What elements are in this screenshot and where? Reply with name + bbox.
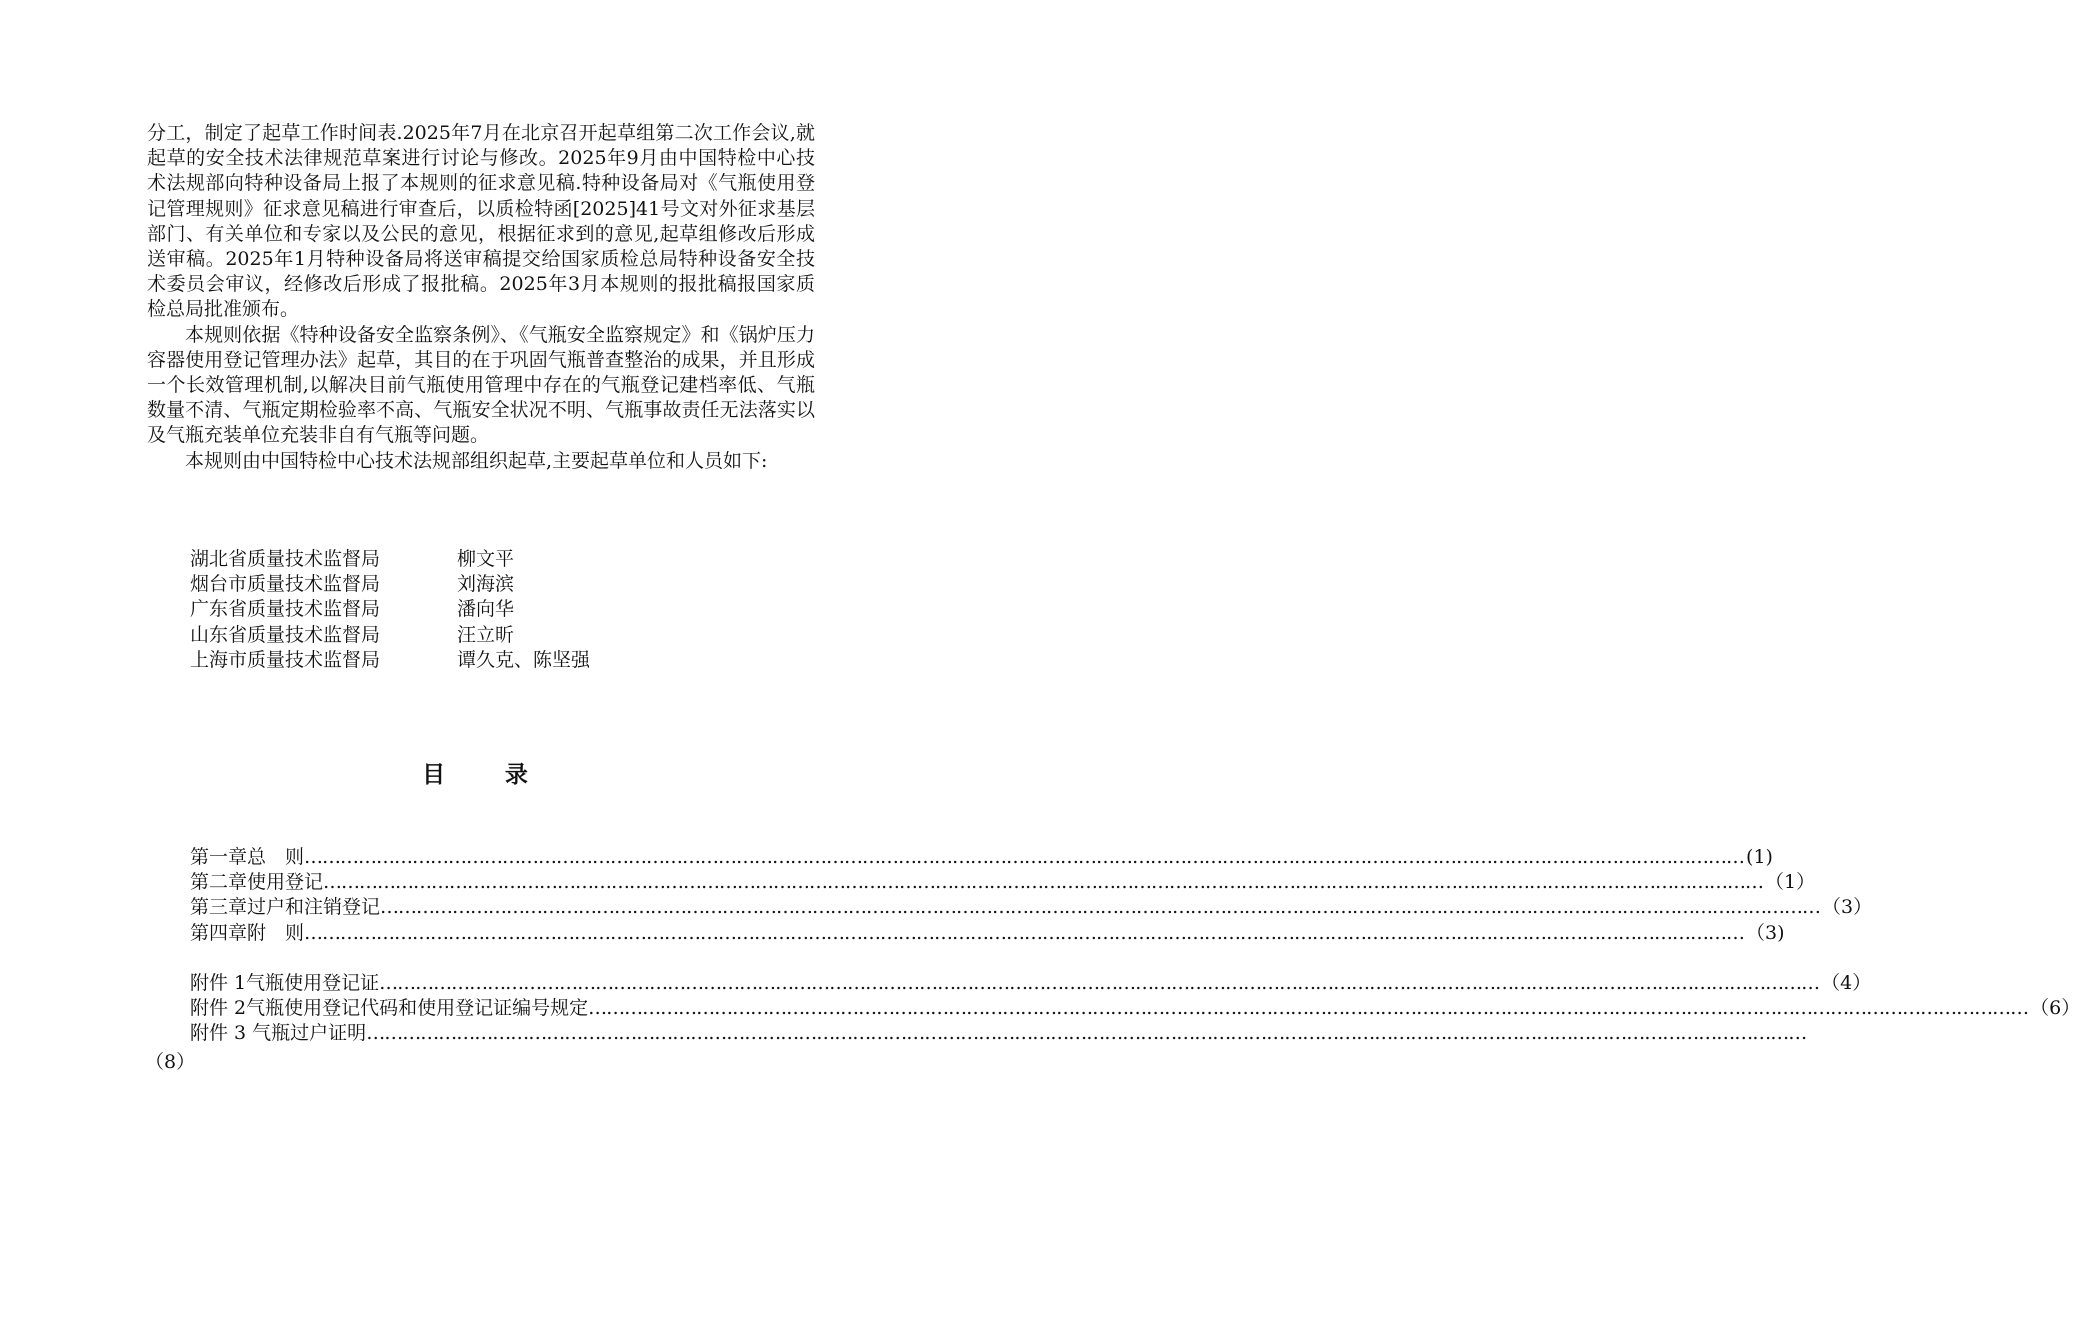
- toc-page-number: （6）: [2030, 996, 2080, 1019]
- drafter-row: [190, 597, 590, 622]
- toc-page-number: （8）: [145, 1051, 196, 1073]
- drafter-row: [190, 623, 590, 648]
- toc-leader-dots: ……………………………………………………………………………………………………………………………………………………………………………………………………………………: [304, 846, 1745, 868]
- drafter-names: 柳文平: [457, 548, 515, 570]
- toc-entry[interactable]: [190, 845, 1773, 870]
- toc-chapter-name: 附 则: [247, 921, 305, 944]
- drafters-list: [190, 547, 590, 673]
- intro-paragraph-3: 本规则由中国特检中心技术法规部组织起草,主要起草单位和人员如下:: [185, 449, 768, 472]
- toc-appendix-label: 附件 3: [190, 1022, 247, 1045]
- toc-entry[interactable]: [190, 870, 1816, 895]
- toc-appendix-label: 附件 2: [190, 996, 247, 1019]
- intro-paragraph-2: 本规则依据《特种设备安全监察条例》、《气瓶安全监察规定》和《锅炉压力容器使用登记管理办法》起草，其目的在于巩固气瓶普查整治的成果，并且形成一个长效管理机制,以解决目前气瓶使用管理中存在的气瓶登记建档率低、气瓶数量不清、气瓶定期检验率不高、气瓶安全状况不明、气瓶事故责任无法落实以及气瓶充装单位充装非自有气瓶等问题。: [147, 323, 815, 447]
- toc-page-number: （4）: [1821, 971, 1872, 994]
- drafter-names: 潘向华: [457, 598, 515, 621]
- drafter-row: [190, 648, 590, 673]
- drafter-names: 谭久克、陈坚强: [457, 648, 591, 671]
- toc-appendix-name: 气瓶过户证明: [246, 1022, 367, 1045]
- drafter-row: [190, 547, 590, 572]
- toc-entry[interactable]: [190, 895, 1873, 920]
- toc-leader-dots: ……………………………………………………………………………………………………………………………………………………………………………………………………………………: [380, 896, 1821, 919]
- toc-chapter-name: 过户和注销登记: [247, 896, 381, 919]
- toc-page-number: (1): [1746, 846, 1773, 868]
- toc-appendix-entry[interactable]: [190, 1021, 1807, 1046]
- intro-paragraph-1: 分工，制定了起草工作时间表.2025年7月在北京召开起草组第二次工作会议,就起草的安全技术法律规范草案进行讨论与修改。2025年9月由中国特检中心技术法规部向特种设备局上报了本规则的征求意见稿.特种设备局对《气瓶使用登记管理规则》征求意见稿进行审查后，以质检特函[2025]41号文对外征求基层部门、有关单位和专家以及公民的意见，根据征求到的意见,起草组修改后形成送审稿。2025年1月特种设备局将送审稿提交给国家质检总局特种设备安全技术委员会审议，经修改后形成了报批稿。2025年3月本规则的报批稿报国家质检总局批准颁布。: [147, 122, 815, 321]
- toc-chapter-number: 第二章: [190, 871, 248, 894]
- toc-page-number: （3）: [1822, 896, 1873, 919]
- toc-chapter-number: 第三章: [190, 896, 248, 919]
- drafter-row: [190, 572, 590, 597]
- toc-chapter-name: 使用登记: [247, 871, 324, 894]
- drafter-unit: 湖北省质量技术监督局: [190, 548, 381, 570]
- toc-leader-dots: ……………………………………………………………………………………………………………………………………………………………………………………………………………………: [304, 921, 1745, 944]
- drafter-unit: 烟台市质量技术监督局: [190, 573, 381, 596]
- table-of-contents: [190, 845, 2080, 1046]
- drafter-unit: 山东省质量技术监督局: [190, 623, 381, 646]
- toc-appendix-entry[interactable]: [190, 971, 1872, 996]
- toc-title: 目录: [422, 762, 588, 788]
- toc-entry[interactable]: [190, 921, 1785, 946]
- drafter-names: 汪立昕: [457, 623, 515, 646]
- drafter-unit: 上海市质量技术监督局: [190, 648, 381, 671]
- toc-appendix-name: 气瓶使用登记代码和使用登记证编号规定: [246, 996, 589, 1019]
- toc-chapter-number: 第四章: [190, 921, 248, 944]
- toc-chapter-name: 总 则: [247, 846, 305, 868]
- drafter-unit: 广东省质量技术监督局: [190, 598, 381, 621]
- intro-section: [147, 121, 815, 474]
- toc-leader-dots: ……………………………………………………………………………………………………………………………………………………………………………………………………………………: [588, 996, 2029, 1019]
- toc-page-number: （1）: [1765, 871, 1816, 894]
- toc-leader-dots: ……………………………………………………………………………………………………………………………………………………………………………………………………………………: [323, 871, 1764, 894]
- toc-chapter-number: 第一章: [190, 846, 248, 868]
- toc-appendix-entry[interactable]: [190, 996, 2080, 1021]
- toc-page-number: （3): [1746, 921, 1785, 944]
- drafter-names: 刘海滨: [457, 573, 515, 596]
- toc-appendix-name: 气瓶使用登记证: [246, 971, 380, 994]
- toc-spacer: [190, 946, 790, 971]
- toc-appendix-label: 附件 1: [190, 971, 247, 994]
- toc-leader-dots: ……………………………………………………………………………………………………………………………………………………………………………………………………………………: [379, 971, 1820, 994]
- toc-leader-dots: ……………………………………………………………………………………………………………………………………………………………………………………………………………………: [366, 1022, 1807, 1045]
